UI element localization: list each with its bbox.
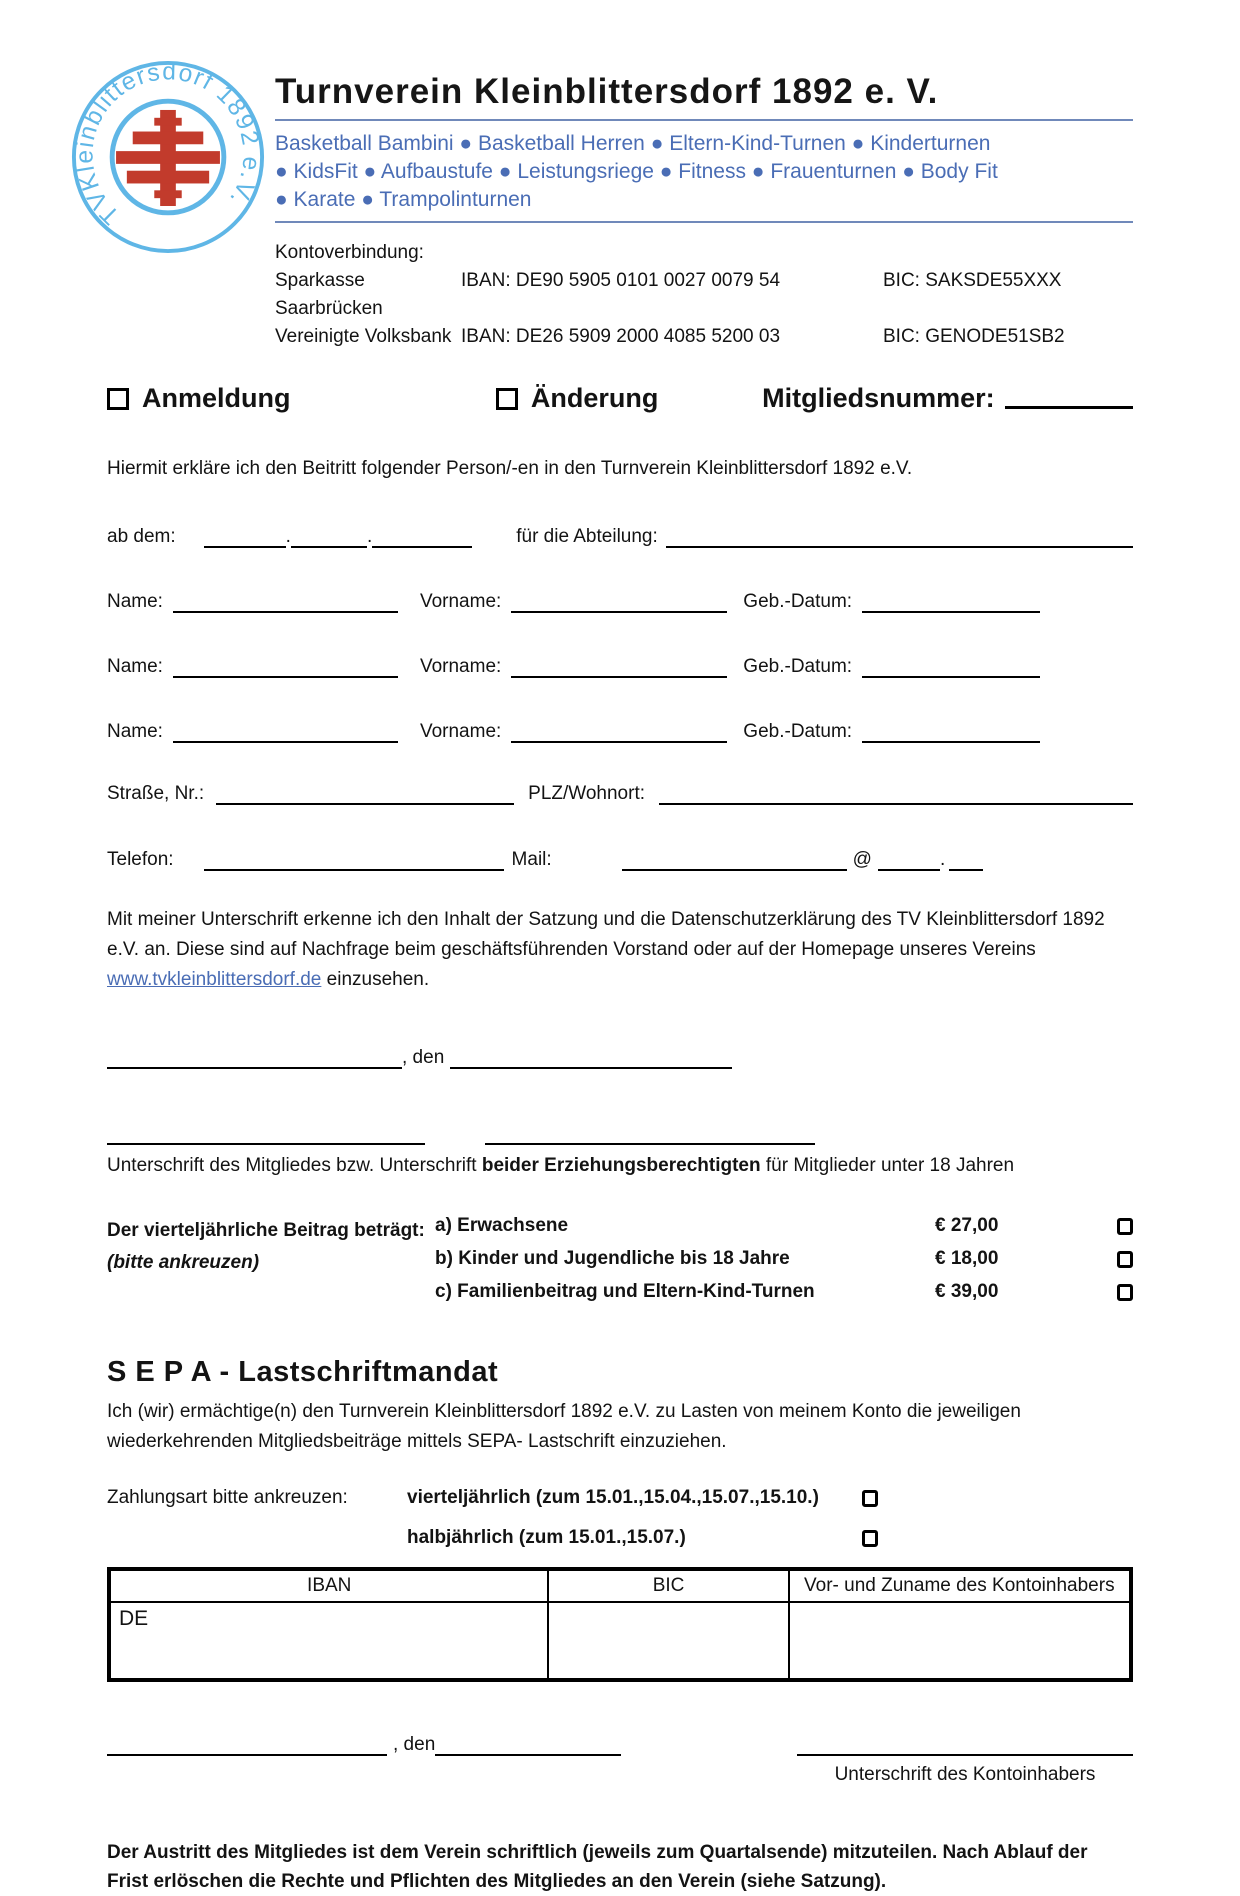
iban-input-cell[interactable]: DE bbox=[109, 1602, 548, 1680]
sepa-account-table bbox=[107, 1567, 1133, 1682]
abteilung-label: für die Abteilung: bbox=[516, 526, 658, 547]
member-signature-field-2[interactable] bbox=[485, 1125, 815, 1145]
fees-note: (bitte ankreuzen) bbox=[107, 1252, 260, 1273]
member-signature-row bbox=[107, 1125, 1133, 1145]
bank-details bbox=[275, 239, 1133, 351]
fee-checkbox-adults[interactable] bbox=[1117, 1218, 1133, 1235]
departments-line-3: ● Karate ● Trampolinturnen bbox=[275, 188, 532, 211]
start-year-field[interactable] bbox=[372, 528, 472, 548]
header-divider-top bbox=[275, 119, 1133, 121]
sepa-heading: S E P A - Lastschriftmandat bbox=[107, 1356, 499, 1388]
signature-caption-text: Unterschrift des Mitgliedes bzw. Unterschrift bbox=[107, 1155, 482, 1176]
owner-place-field[interactable] bbox=[107, 1736, 387, 1756]
telefon-label: Telefon: bbox=[107, 849, 174, 870]
anmeldung-checkbox[interactable] bbox=[107, 388, 129, 410]
strasse-label: Straße, Nr.: bbox=[107, 783, 205, 804]
svg-text:TVKleinblittersdorf 1892 e.V.: TVKleinblittersdorf 1892 e.V. bbox=[71, 58, 265, 230]
at-sign: @ bbox=[852, 849, 872, 870]
bic-column-header: BIC bbox=[548, 1569, 788, 1602]
bank-iban: IBAN: DE26 5909 2000 4085 5200 03 bbox=[461, 326, 781, 347]
mail-label: Mail: bbox=[511, 849, 552, 870]
person-row-2 bbox=[107, 656, 1133, 678]
place-field[interactable] bbox=[107, 1049, 402, 1069]
fees-section bbox=[107, 1215, 1133, 1314]
telefon-field[interactable] bbox=[204, 851, 504, 871]
owner-signature-field[interactable] bbox=[797, 1736, 1133, 1756]
person-row-3 bbox=[107, 721, 1133, 743]
iban-column-header: IBAN bbox=[109, 1569, 548, 1602]
date-dot: . bbox=[285, 526, 291, 547]
signature-caption-bold: beider Erziehungsberechtigten bbox=[481, 1155, 761, 1176]
fee-label: c) Familienbeitrag und Eltern-Kind-Turnen bbox=[435, 1281, 815, 1302]
name-label: Name: bbox=[107, 656, 163, 677]
start-month-field[interactable] bbox=[291, 528, 367, 548]
halfyearly-checkbox[interactable] bbox=[862, 1530, 878, 1547]
aenderung-label: Änderung bbox=[530, 383, 659, 413]
payment-option-row-1 bbox=[107, 1487, 1133, 1509]
geb-datum-label: Geb.-Datum: bbox=[743, 721, 853, 742]
departments-line-2: ● KidsFit ● Aufbaustufe ● Leistungsriege ● Fitness ● Frauenturnen ● Body Fit bbox=[275, 160, 998, 183]
registration-type-row bbox=[107, 383, 1133, 414]
geb-datum-field-2[interactable] bbox=[862, 658, 1040, 678]
fee-label: a) Erwachsene bbox=[435, 1215, 569, 1236]
contact-row bbox=[107, 849, 1133, 871]
fee-checkbox-children[interactable] bbox=[1117, 1251, 1133, 1268]
fees-intro bbox=[107, 1215, 435, 1314]
fee-checkbox-family[interactable] bbox=[1117, 1284, 1133, 1301]
intro-text: Hiermit erkläre ich den Beitritt folgender Person/-en in den Turnverein Kleinblittersdorf 1892 e.V. bbox=[107, 458, 913, 479]
mail-tld-field[interactable] bbox=[949, 851, 983, 871]
mitgliedsnummer-label: Mitgliedsnummer: bbox=[762, 383, 995, 413]
mail-local-field[interactable] bbox=[622, 851, 847, 871]
plz-wohnort-field[interactable] bbox=[659, 785, 1133, 805]
mail-domain-field[interactable] bbox=[878, 851, 940, 871]
owner-signature-caption: Unterschrift des Kontoinhabers bbox=[834, 1764, 1096, 1785]
name-label: Name: bbox=[107, 591, 163, 612]
name-field-1[interactable] bbox=[173, 593, 398, 613]
aenderung-checkbox[interactable] bbox=[496, 388, 518, 410]
plz-wohnort-label: PLZ/Wohnort: bbox=[528, 783, 646, 804]
name-field-3[interactable] bbox=[173, 723, 398, 743]
abteilung-field[interactable] bbox=[666, 528, 1133, 548]
zahlungsart-label: Zahlungsart bitte ankreuzen: bbox=[107, 1487, 348, 1508]
header-divider-bottom bbox=[275, 221, 1133, 223]
payment-option-quarterly: vierteljährlich (zum 15.01.,15.04.,15.07.,15.10.) bbox=[407, 1487, 819, 1508]
ab-dem-label: ab dem: bbox=[107, 526, 176, 547]
owner-input-cell[interactable] bbox=[789, 1602, 1131, 1680]
fee-price: € 39,00 bbox=[935, 1281, 999, 1302]
fee-row-family bbox=[435, 1281, 1133, 1303]
table-header-row bbox=[109, 1569, 1131, 1602]
geb-datum-label: Geb.-Datum: bbox=[743, 591, 853, 612]
fee-row-adults bbox=[435, 1215, 1133, 1237]
geb-datum-label: Geb.-Datum: bbox=[743, 656, 853, 677]
table-row bbox=[109, 1602, 1131, 1680]
vorname-label: Vorname: bbox=[419, 721, 502, 742]
member-signature-field-1[interactable] bbox=[107, 1125, 425, 1145]
date-field[interactable] bbox=[450, 1049, 732, 1069]
departments-line-1: Basketball Bambini ● Basketball Herren ● Eltern-Kind-Turnen ● Kinderturnen bbox=[275, 132, 991, 155]
consent-text-1: Mit meiner Unterschrift erkenne ich den Inhalt der Satzung und die Datenschutzerklärung des TV Kleinblittersdorf 1892 e.V. an. Diese sind auf Nachfrage beim geschäftsführenden Vorstand oder auf der Homepage unseres Vereins bbox=[107, 909, 1105, 960]
bank-iban: IBAN: DE90 5905 0101 0027 0079 54 bbox=[461, 270, 781, 291]
signature-caption bbox=[107, 1151, 1133, 1181]
payment-option-halfyearly: halbjährlich (zum 15.01.,15.07.) bbox=[407, 1527, 686, 1548]
fee-label: b) Kinder und Jugendliche bis 18 Jahre bbox=[435, 1248, 790, 1269]
owner-date-field[interactable] bbox=[435, 1736, 621, 1756]
bank-details-label: Kontoverbindung: bbox=[275, 242, 424, 263]
name-field-2[interactable] bbox=[173, 658, 398, 678]
club-website-link[interactable]: www.tvkleinblittersdorf.de bbox=[107, 969, 322, 990]
fee-price: € 18,00 bbox=[935, 1248, 999, 1269]
bank-name: Vereinigte Volksbank bbox=[275, 326, 452, 347]
vorname-field-1[interactable] bbox=[511, 593, 727, 613]
geb-datum-field-3[interactable] bbox=[862, 723, 1040, 743]
den-label: , den bbox=[402, 1047, 445, 1068]
vorname-label: Vorname: bbox=[419, 591, 502, 612]
consent-text-2: einzusehen. bbox=[326, 969, 430, 990]
bic-input-cell[interactable] bbox=[548, 1602, 788, 1680]
owner-column-header: Vor- und Zuname des Kontoinhabers bbox=[789, 1569, 1131, 1602]
mitgliedsnummer-field[interactable] bbox=[1005, 389, 1133, 409]
name-label: Name: bbox=[107, 721, 163, 742]
place-date-row bbox=[107, 1047, 1133, 1069]
fee-price: € 27,00 bbox=[935, 1215, 999, 1236]
fee-row-children bbox=[435, 1248, 1133, 1270]
bank-row bbox=[275, 267, 1133, 323]
page-title: Turnverein Kleinblittersdorf 1892 e. V. bbox=[275, 72, 939, 111]
vorname-field-3[interactable] bbox=[511, 723, 727, 743]
turner-cross-icon bbox=[116, 110, 220, 206]
consent-paragraph bbox=[107, 905, 1133, 995]
owner-den-label: , den bbox=[393, 1734, 436, 1755]
strasse-field[interactable] bbox=[216, 785, 514, 805]
owner-signature-row bbox=[107, 1734, 1133, 1756]
vorname-field-2[interactable] bbox=[511, 658, 727, 678]
person-row-1 bbox=[107, 591, 1133, 613]
start-date-row bbox=[107, 526, 1133, 548]
signature-caption-suffix: für Mitglieder unter 18 Jahren bbox=[760, 1155, 1015, 1176]
club-logo-icon bbox=[70, 50, 266, 264]
cancellation-note: Der Austritt des Mitgliedes ist dem Verein schriftlich (jeweils zum Quartalsende) mitzuteilen. Nach Ablauf der Frist erlöschen die Rechte und Pflichten des Mitgliedes an den Verein (siehe Satzung). bbox=[107, 1842, 1088, 1892]
geb-datum-field-1[interactable] bbox=[862, 593, 1040, 613]
bank-row bbox=[275, 323, 1133, 351]
departments-list bbox=[275, 130, 1133, 214]
sepa-text: Ich (wir) ermächtige(n) den Turnverein Kleinblittersdorf 1892 e.V. zu Lasten von meinem Konto die jeweiligen wiederkehrenden Mitgliedsbeiträge mittels SEPA- Lastschrift einzuziehen. bbox=[107, 1401, 1021, 1452]
form-header bbox=[0, 0, 1240, 351]
anmeldung-label: Anmeldung bbox=[142, 383, 291, 413]
club-logo bbox=[70, 50, 270, 351]
bank-bic: BIC: SAKSDE55XXX bbox=[883, 270, 1062, 291]
mail-dot: . bbox=[939, 849, 946, 870]
fees-intro-label: Der vierteljährliche Beitrag beträgt: bbox=[107, 1220, 425, 1241]
start-day-field[interactable] bbox=[204, 528, 286, 548]
payment-options bbox=[107, 1487, 1133, 1549]
bank-bic: BIC: GENODE51SB2 bbox=[883, 326, 1065, 347]
payment-option-row-2 bbox=[107, 1527, 1133, 1549]
bank-name: Sparkasse Saarbrücken bbox=[275, 270, 383, 319]
quarterly-checkbox[interactable] bbox=[862, 1490, 878, 1507]
vorname-label: Vorname: bbox=[419, 656, 502, 677]
address-row bbox=[107, 783, 1133, 805]
date-dot: . bbox=[366, 526, 373, 547]
